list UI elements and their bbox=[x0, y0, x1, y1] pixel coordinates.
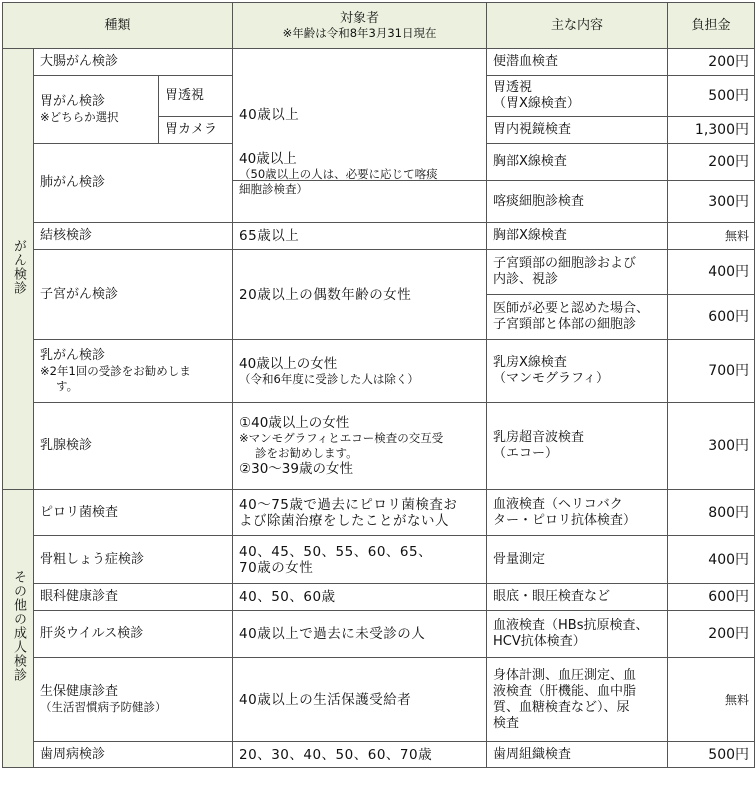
header-type: 種類 bbox=[3, 3, 233, 49]
tb-target: 65歳以上 bbox=[233, 223, 487, 250]
hepatitis-content-1: 血液検査（HBs抗原検査、 bbox=[493, 618, 649, 633]
welfare-name-cell bbox=[34, 658, 233, 742]
lung-target-1: 40歳以上 bbox=[239, 151, 297, 167]
header-content: 主な内容 bbox=[487, 3, 668, 49]
colon-name: 大腸がん検診 bbox=[34, 49, 233, 76]
welfare-target: 40歳以上の生活保護受給者 bbox=[233, 658, 487, 742]
hepatitis-fee: 200円 bbox=[668, 611, 755, 658]
table-row bbox=[3, 403, 755, 490]
uterine-fee-1: 400円 bbox=[668, 250, 755, 295]
uterine-content-1a: 子宮頸部の細胞診および bbox=[493, 256, 637, 271]
group-other-label: その他の成人検診 bbox=[11, 570, 26, 682]
mammary-content-2: （エコー） bbox=[493, 446, 559, 461]
osteo-content: 骨量測定 bbox=[487, 536, 668, 584]
stomach-camera-fee: 1,300円 bbox=[668, 117, 755, 144]
mammary-target-2: ②30～39歳の女性 bbox=[239, 461, 353, 477]
osteo-target bbox=[233, 536, 487, 584]
breast-cancer-note-2: す。 bbox=[56, 379, 79, 393]
group-cancer bbox=[3, 49, 34, 490]
table-row bbox=[3, 658, 755, 742]
stomach-xray-content-1: 胃透視 bbox=[493, 80, 533, 95]
hepatitis-content-2: HCV抗体検査） bbox=[493, 634, 586, 649]
breast-cancer-fee: 700円 bbox=[668, 340, 755, 403]
breast-cancer-content bbox=[487, 340, 668, 403]
stomach-camera-label: 胃カメラ bbox=[159, 117, 233, 144]
dental-content: 歯周組織検査 bbox=[487, 742, 668, 768]
hepatitis-target: 40歳以上で過去に未受診の人 bbox=[233, 611, 487, 658]
colon-content: 便潜血検査 bbox=[487, 49, 668, 76]
breast-cancer-name-cell bbox=[34, 340, 233, 403]
eye-name: 眼科健康診査 bbox=[34, 584, 233, 611]
osteo-target-2: 70歳の女性 bbox=[239, 559, 314, 576]
osteo-name: 骨粗しょう症検診 bbox=[34, 536, 233, 584]
lung-content-1: 胸部X線検査 bbox=[487, 144, 668, 181]
breast-cancer-target-2: （令和6年度に受診した人は除く） bbox=[239, 371, 419, 386]
table-row bbox=[3, 49, 755, 76]
pylori-content-1: 血液検査（ヘリコバク bbox=[493, 496, 623, 512]
tb-fee: 無料 bbox=[668, 223, 755, 250]
welfare-name: 生保健康診査 bbox=[40, 684, 119, 699]
stomach-note: ※どちらか選択 bbox=[40, 110, 119, 124]
tb-name: 結核検診 bbox=[34, 223, 233, 250]
tb-content: 胸部X線検査 bbox=[487, 223, 668, 250]
lung-content-2: 喀痰細胞診検査 bbox=[487, 181, 668, 223]
mammary-target bbox=[233, 403, 487, 490]
table-row bbox=[3, 223, 755, 250]
header-target-label: 対象者 bbox=[340, 11, 380, 26]
table-row bbox=[3, 250, 755, 295]
welfare-content bbox=[487, 658, 668, 742]
pylori-content-2: ター・ピロリ抗体検査） bbox=[493, 512, 637, 528]
breast-cancer-target bbox=[233, 340, 487, 403]
welfare-content-2: 液検査（肝機能、血中脂 bbox=[493, 683, 637, 699]
stomach-name-cell bbox=[34, 76, 159, 144]
mammary-target-1: ①40歳以上の女性 bbox=[239, 415, 350, 431]
table-row bbox=[3, 742, 755, 768]
table-row bbox=[3, 536, 755, 584]
dental-fee: 500円 bbox=[668, 742, 755, 768]
breast-cancer-content-1: 乳房X線検査 bbox=[493, 355, 567, 370]
group-other bbox=[3, 490, 34, 768]
welfare-fee: 無料 bbox=[668, 658, 755, 742]
stomach-name: 胃がん検診 bbox=[40, 94, 106, 109]
table-row bbox=[3, 611, 755, 658]
osteo-target-1: 40、45、50、55、60、65、 bbox=[239, 543, 433, 560]
pylori-content bbox=[487, 490, 668, 536]
uterine-content-2 bbox=[487, 295, 668, 340]
table-row bbox=[3, 340, 755, 403]
breast-cancer-name: 乳がん検診 bbox=[40, 348, 106, 363]
stomach-xray-content bbox=[487, 76, 668, 117]
hepatitis-content bbox=[487, 611, 668, 658]
header-fee: 負担金 bbox=[668, 3, 755, 49]
stomach-xray-label: 胃透視 bbox=[159, 76, 233, 117]
uterine-name: 子宮がん検診 bbox=[34, 250, 233, 340]
header-row bbox=[3, 3, 755, 49]
pylori-name: ピロリ菌検査 bbox=[34, 490, 233, 536]
osteo-fee: 400円 bbox=[668, 536, 755, 584]
mammary-target-note-2: 診をお勧めします。 bbox=[255, 446, 358, 460]
mammary-fee: 300円 bbox=[668, 403, 755, 490]
breast-cancer-target-1: 40歳以上の女性 bbox=[239, 355, 338, 372]
dental-target: 20、30、40、50、60、70歳 bbox=[233, 742, 487, 768]
stomach-target: 40歳以上 bbox=[233, 49, 487, 181]
lung-target-3: 細胞診検査） bbox=[239, 182, 309, 196]
header-target-note: ※年齢は令和8年3月31日現在 bbox=[282, 26, 437, 40]
pylori-target bbox=[233, 490, 487, 536]
lung-target-cell bbox=[233, 151, 487, 223]
eye-content: 眼底・眼圧検査など bbox=[487, 584, 668, 611]
pylori-target-1: 40～75歳で過去にピロリ菌検査お bbox=[239, 496, 458, 513]
welfare-content-4: 検査 bbox=[493, 715, 520, 731]
colon-fee: 200円 bbox=[668, 49, 755, 76]
stomach-xray-fee: 500円 bbox=[668, 76, 755, 117]
checkup-table bbox=[2, 2, 755, 768]
mammary-content-1: 乳房超音波検査 bbox=[493, 430, 585, 445]
uterine-target: 20歳以上の偶数年齢の女性 bbox=[233, 250, 487, 340]
mammary-content bbox=[487, 403, 668, 490]
mammary-target-note-1: ※マンモグラフィとエコー検査の交互受 bbox=[239, 431, 444, 445]
uterine-content-2a: 医師が必要と認めた場合、 bbox=[493, 301, 650, 316]
uterine-content-2b: 子宮頸部と体部の細胞診 bbox=[493, 317, 637, 332]
pylori-fee: 800円 bbox=[668, 490, 755, 536]
lung-fee-1: 200円 bbox=[668, 144, 755, 181]
stomach-xray-content-2: （胃X線検査） bbox=[493, 96, 580, 111]
table-row bbox=[3, 490, 755, 536]
lung-fee-2: 300円 bbox=[668, 181, 755, 223]
header-target bbox=[233, 3, 487, 49]
welfare-note: （生活習慣病予防健診） bbox=[40, 700, 167, 714]
lung-target-2: （50歳以上の人は、必要に応じて喀痰 bbox=[239, 167, 438, 181]
eye-fee: 600円 bbox=[668, 584, 755, 611]
eye-target: 40、50、60歳 bbox=[233, 584, 487, 611]
mammary-name: 乳腺検診 bbox=[34, 403, 233, 490]
welfare-content-1: 身体計測、血圧測定、血 bbox=[493, 667, 637, 683]
uterine-fee-2: 600円 bbox=[668, 295, 755, 340]
hepatitis-name: 肝炎ウイルス検診 bbox=[34, 611, 233, 658]
lung-name: 肺がん検診 bbox=[34, 144, 233, 223]
pylori-target-2: よび除菌治療をしたことがない人 bbox=[239, 512, 450, 529]
uterine-content-1 bbox=[487, 250, 668, 295]
stomach-camera-content: 胃内視鏡検査 bbox=[487, 117, 668, 144]
breast-cancer-content-2: （マンモグラフィ） bbox=[493, 371, 609, 386]
uterine-content-1b: 内診、視診 bbox=[493, 272, 559, 287]
welfare-content-3: 質、血糖検査など）、尿 bbox=[493, 699, 630, 715]
breast-cancer-note-1: ※2年1回の受診をお勧めしま bbox=[40, 364, 191, 378]
dental-name: 歯周病検診 bbox=[34, 742, 233, 768]
table-row bbox=[3, 584, 755, 611]
group-cancer-label: がん検診 bbox=[11, 238, 26, 295]
